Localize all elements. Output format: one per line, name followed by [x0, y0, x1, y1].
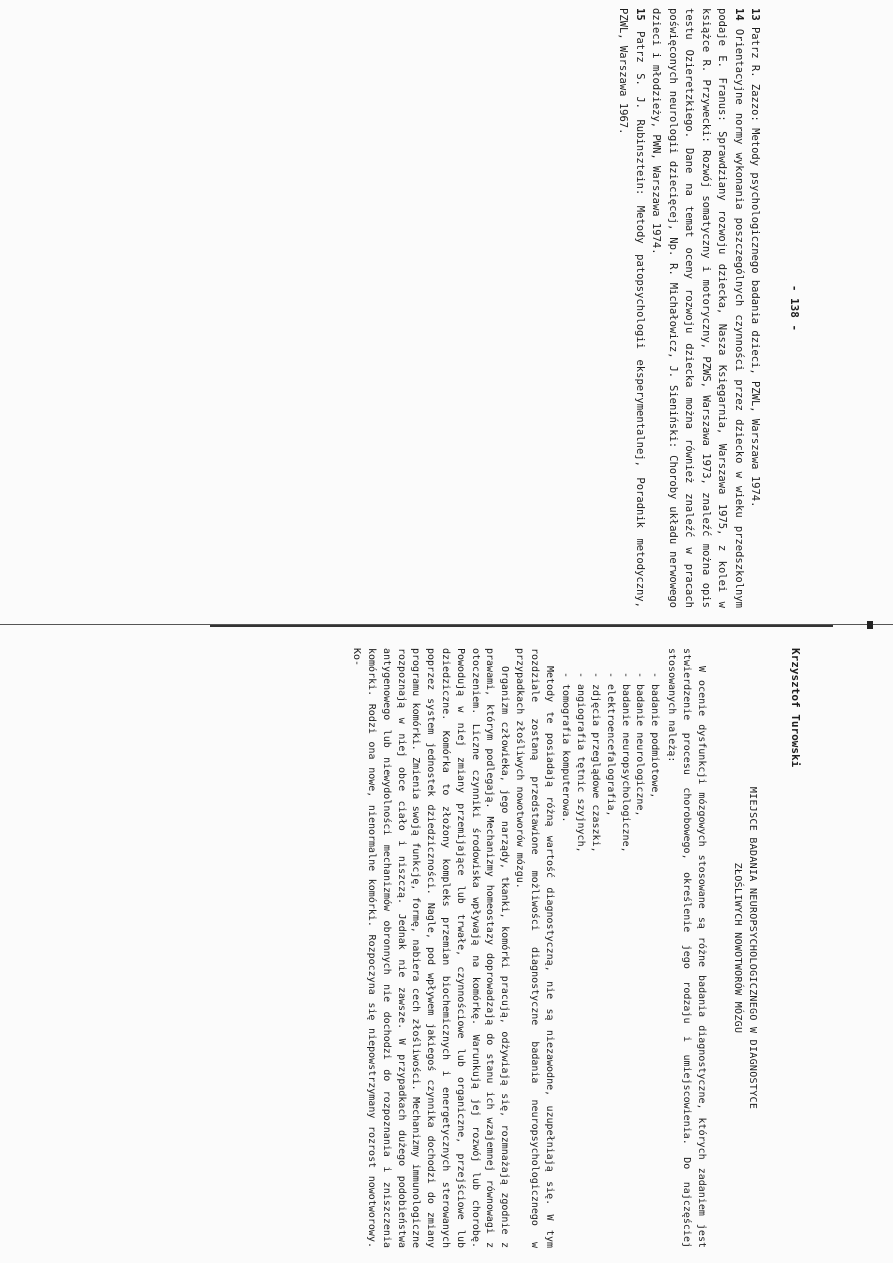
lower-page-text	[348, 648, 802, 1248]
footnote-number: 15	[634, 8, 646, 21]
footnote-text: Patrz R. Zazzo: Metody psychologicznego badania dzieci, PZWL, Warszawa 1974.	[749, 26, 762, 508]
paragraph-intro: W ocenie dysfunkcji mózgowych stosowane są różne badania diagnostyczne, których zadaniem jest stwierdzenie procesu chorobowego, określenie jego rodzaju i umiejscowienia. Do najczęściej stosowanych należą:	[666, 648, 707, 1248]
footnote-13	[747, 8, 764, 608]
diagnostic-methods-list	[558, 672, 662, 1248]
chapter-title-line-2: ZŁOŚLIWYCH NOWOTWORÓW MÓZGU	[732, 862, 744, 1034]
list-item: - badanie neurologiczne,	[634, 672, 646, 817]
chapter-title	[730, 648, 760, 1248]
spine-mark	[867, 621, 873, 629]
footnote-number: 13	[749, 8, 762, 21]
list-item: - badanie neuropsychologiczne,	[619, 672, 631, 853]
footnote-text: Patrz S. J. Rubinsztein: Metody patopsychologii eksperymentalnej, Poradnik metodyczny, PZWL, Warszawa 1967.	[617, 8, 646, 609]
page-spine-divider	[0, 621, 893, 629]
list-item: - angiografia tętnic szyjnych,	[575, 672, 587, 853]
list-item: - zdjęcia przeglądowe czaszki,	[590, 672, 602, 853]
footnote-15	[615, 8, 648, 608]
footnote-number: 14	[733, 8, 745, 21]
list-item: - badanie podmiotowe,	[649, 672, 661, 799]
list-item: - tomografia komputerowa.	[560, 672, 572, 823]
chapter-title-line-1: MIEJSCE BADANIA NEUROPSYCHOLOGICZNEGO W DIAGNOSTYCE	[747, 786, 759, 1110]
paragraph-organism: Organizm człowieka, jego narządy, tkanki, komórki pracują, odżywiają się, rozmnażają zgodnie z prawami, którym podlegają. Mechanizmy homeostazy doprowadzają do stanu ich wzajemnej równowagi z otoczeniem. Liczne czynniki środowiska wpływają na komórkę. Warunkują jej rozwój lub chorobę. Powodują w niej zmiany przemijające lub trwałe, czynnościowe lub organiczne, przejściowe lub dziedziczne. Komórka to złożony kompleks przemian biochemicznych i energetycznych sterowanych poprzez system jednostek dziedziczności. Nagle, pod wpływem jakiegoś czynnika dochodzi do zmiany programu komórki. Zmienia swoją funkcję, formę, nabiera cech złośliwości. Mechanizmy immunologiczne rozpoznają w niej obce ciało i niszczą. Jednak nie zawsze. W przypadkach dużego podobieństwa antygenowego lub niewydolności mechanizmów obronnych nie dochodzi do rozpoznania i zniszczenia komórki. Rodzi ona nowe, nienormalne komórki. Rozpoczyna się niepowstrzymany rozrost nowotworowy. Ko-	[351, 648, 511, 1248]
paragraph-methods: Metody te posiadają różną wartość diagnostyczną, nie są niezawodne, uzupełniają się. W tym rozdziale zostaną przedstawione możliwości diagnostyczne badania neuropsychologicznego w przypadkach złośliwych nowotworów mózgu.	[514, 648, 555, 1248]
list-item: - elektroencefalografia,	[604, 672, 616, 817]
upper-page-text	[615, 8, 802, 608]
footnote-14	[648, 8, 747, 608]
spine-shadow	[210, 625, 833, 627]
page-number: - 138 -	[788, 284, 801, 332]
footnote-text: Orientacyjne normy wykonania poszczególnych czynności przez dziecko w wieku przedszkolnym podaje E. Franus: Sprawdziany rozwoju dziecka, Nasza Księgarnia, Warszawa 1975, z kolei w książce R. Przywecki: Rozwój somatyczny i motoryczny, PZWS, Warszawa 1973, znaleźć można opis testu Ozieretzkiego. Dane na temat oceny rozwoju dziecka można również znaleźć w pracach poświęconych neurologii dziecięcej, Np. R. Michałowicz, J. Sieniński: Choroby układu nerwowego dzieci i młodzieży, PWN, Warszawa 1974.	[650, 8, 745, 608]
author-name: Krzysztof Turowski	[789, 648, 802, 768]
